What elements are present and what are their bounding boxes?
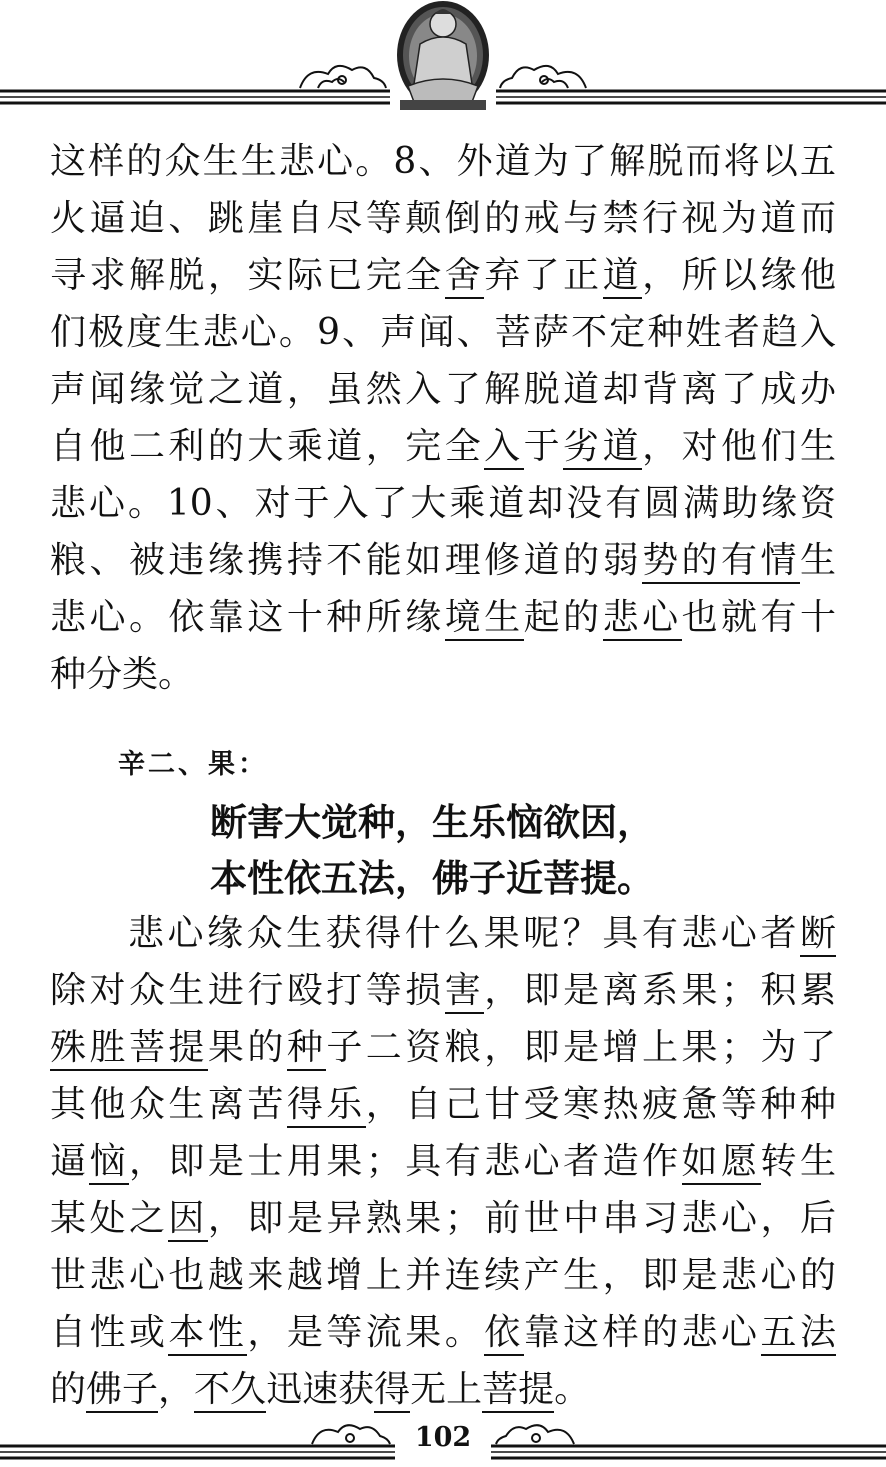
underlined-word: 依 (484, 1312, 523, 1356)
underlined-word: 本性 (168, 1312, 247, 1356)
body-text-line: 逼恼，即是士用果；具有悲心者造作如愿转生 (50, 1133, 836, 1190)
body-text-line: 自性或本性，是等流果。依靠这样的悲心五法 (50, 1304, 836, 1361)
underlined-word: 势的有情 (642, 540, 800, 584)
verse-line: 本性依五法，佛子近菩提。 (210, 857, 654, 900)
underlined-word: 得乐 (287, 1084, 366, 1128)
underlined-word: 舍 (445, 255, 484, 299)
underlined-word: 五法 (761, 1312, 836, 1356)
underlined-word: 断 (800, 913, 836, 957)
verse-line: 断害大觉种，生乐恼欲因， (210, 801, 654, 844)
underlined-word: 恼 (89, 1141, 128, 1185)
body-text-line: 种分类。 (50, 654, 195, 695)
underlined-word: 如愿 (682, 1141, 761, 1185)
body-text-line: 悲心。10、对于入了大乘道却没有圆满助缘资 (50, 483, 836, 524)
underlined-word: 道 (603, 255, 642, 299)
underlined-word: 得 (374, 1369, 410, 1413)
buddha-emblem-icon (397, 1, 489, 110)
underlined-word: 害 (445, 970, 484, 1014)
page-number: 102 (414, 1422, 472, 1453)
underlined-word: 入 (484, 426, 523, 470)
underlined-word: 佛子 (86, 1369, 158, 1413)
underlined-word: 殊胜菩提 (50, 1027, 208, 1071)
underlined-word: 种 (287, 1027, 326, 1071)
body-text-line: 们极度生悲心。9、声闻、菩萨不定种姓者趋入 (50, 312, 836, 353)
underlined-word: 境生 (445, 597, 524, 641)
underlined-word: 因 (168, 1198, 207, 1242)
underlined-word: 劣道 (563, 426, 642, 470)
underlined-word: 菩提 (482, 1369, 554, 1413)
section-heading: 辛二、果： (118, 749, 268, 780)
body-text-line: 火逼迫、跳崖自尽等颠倒的戒与禁行视为道而 (50, 198, 836, 239)
body-text-line: 自他二利的大乘道，完全入于劣道，对他们生 (50, 418, 836, 475)
body-text-line: 世悲心也越来越增上并连续产生，即是悲心的 (50, 1255, 836, 1296)
body-text-line: 除对众生进行殴打等损害，即是离系果；积累 (50, 962, 836, 1019)
header-ornament (0, 0, 886, 120)
body-text-line: 的佛子，不久迅速获得无上菩提。 (50, 1361, 836, 1418)
body-text-line: 某处之因，即是异熟果；前世中串习悲心，后 (50, 1190, 836, 1247)
body-text-line: 声闻缘觉之道，虽然入了解脱道却背离了成办 (50, 369, 836, 410)
body-text-line: 其他众生离苦得乐，自己甘受寒热疲惫等种种 (50, 1076, 836, 1133)
body-text-line: 悲心。依靠这十种所缘境生起的悲心也就有十 (50, 589, 836, 646)
body-text-line: 悲心缘众生获得什么果呢？具有悲心者断 (128, 905, 836, 962)
body-text-line: 殊胜菩提果的种子二资粮，即是增上果；为了 (50, 1019, 836, 1076)
body-text-line: 粮、被违缘携持不能如理修道的弱势的有情生 (50, 532, 836, 589)
underlined-word: 悲心 (603, 597, 682, 641)
underlined-word: 不久 (194, 1369, 266, 1413)
body-text-line: 寻求解脱，实际已完全舍弃了正道，所以缘他 (50, 247, 836, 304)
body-text-line: 这样的众生生悲心。8、外道为了解脱而将以五 (50, 141, 836, 182)
